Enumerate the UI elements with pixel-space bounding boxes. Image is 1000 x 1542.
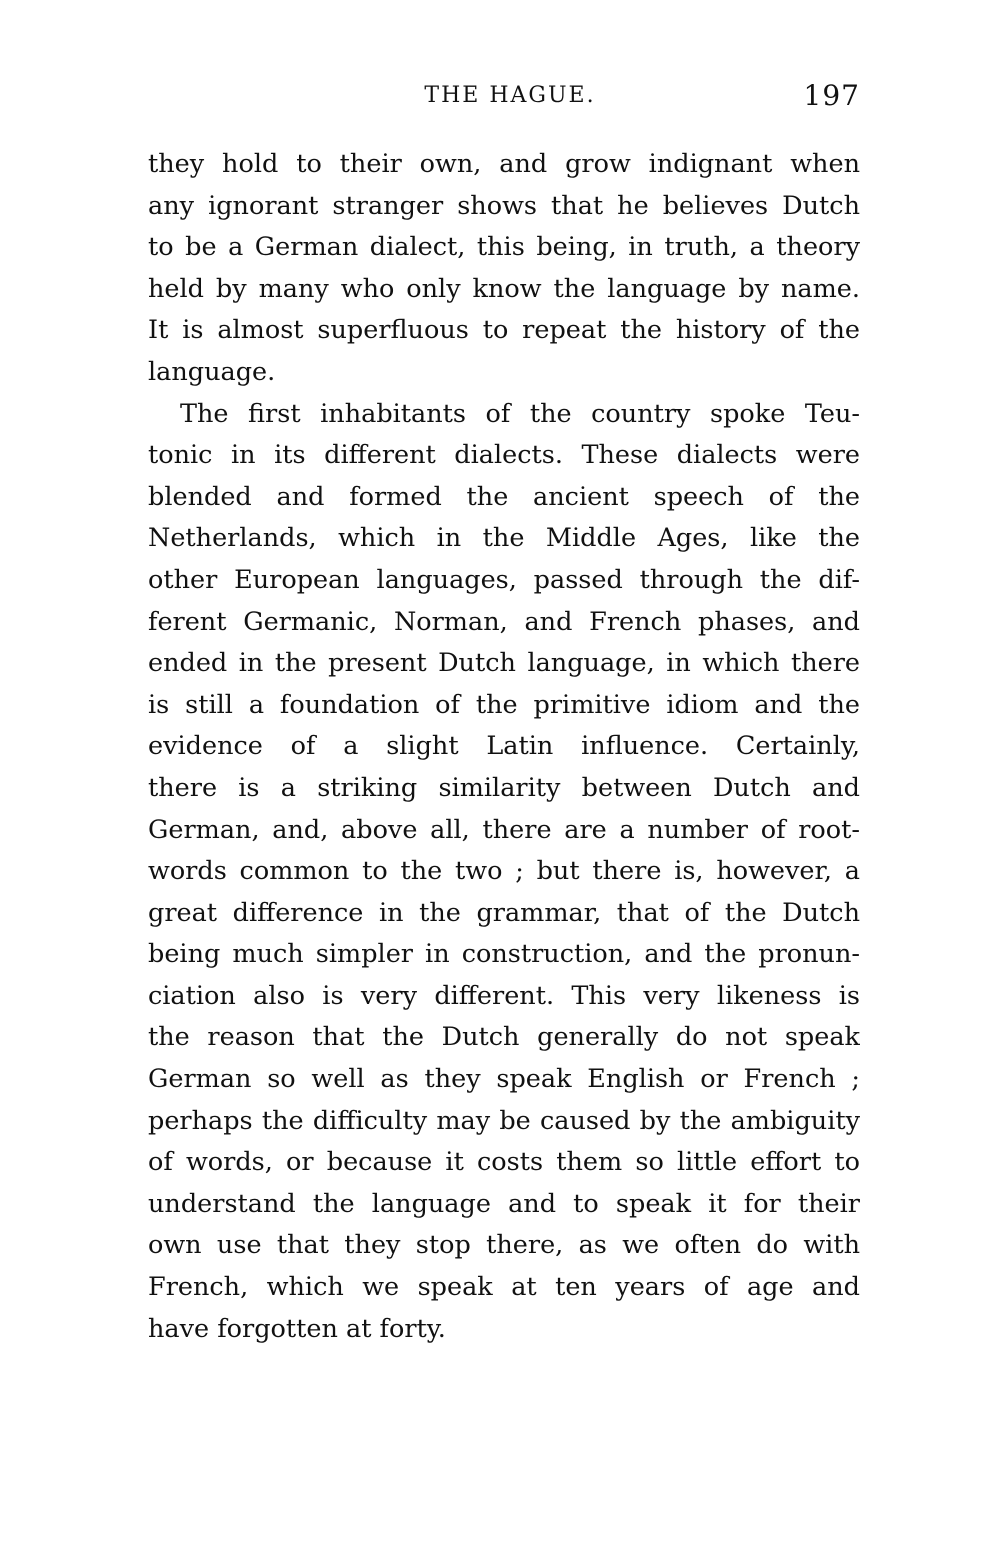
text-line: Netherlands, which in the Middle Ages, like the [148, 523, 860, 554]
text-line: own use that they stop there, as we often do with [148, 1230, 860, 1261]
text-line: great difference in the grammar, that of the Dutch [148, 897, 860, 928]
running-head [148, 76, 860, 120]
text-line: evidence of a slight Latin influence. Certainly, [148, 731, 860, 762]
text-line: they hold to their own, and grow indignant when [148, 149, 860, 179]
text-line: is still a foundation of the primitive idiom and the [148, 689, 860, 720]
paragraph [148, 394, 860, 1351]
text-line: other European languages, passed through the dif- [148, 564, 860, 595]
running-title: THE HAGUE. [424, 83, 596, 108]
text-line: to be a German dialect, this being, in truth, a theory [148, 232, 860, 263]
text-line: ciation also is very different. This very likeness is [148, 980, 860, 1011]
text-line: It is almost superfluous to repeat the history of the [148, 315, 860, 346]
text-line: German, and, above all, there are a number of root- [148, 814, 860, 845]
text-line: any ignorant stranger shows that he believes Dutch [148, 190, 860, 221]
text-line: understand the language and to speak it for their [148, 1188, 860, 1219]
text-line: there is a striking similarity between Dutch and [148, 772, 860, 803]
text-line: blended and formed the ancient speech of the [148, 481, 860, 512]
text-line: ferent Germanic, Norman, and French phases, and [148, 606, 860, 637]
text-line: German so well as they speak English or French ; [148, 1064, 860, 1095]
text-line: tonic in its different dialects. These dialects were [148, 440, 860, 471]
text-line: French, which we speak at ten years of age and [148, 1272, 860, 1303]
text-line: ended in the present Dutch language, in which there [148, 648, 860, 679]
text-line: perhaps the difficulty may be caused by the ambiguity [148, 1105, 860, 1136]
text-line: being much simpler in construction, and the pronun- [148, 939, 860, 970]
text-line: The first inhabitants of the country spoke Teu- [180, 398, 860, 429]
body-text [148, 144, 860, 1350]
text-line: words common to the two ; but there is, however, a [148, 856, 860, 887]
text-line: of words, or because it costs them so little effort to [148, 1147, 860, 1178]
text-line: have forgotten at forty. [148, 1313, 446, 1344]
paragraph [148, 144, 860, 394]
text-line: held by many who only know the language by name. [148, 273, 860, 304]
text-line: the reason that the Dutch generally do not speak [148, 1022, 860, 1053]
text-line: language. [148, 356, 276, 387]
page-number: 197 [803, 79, 860, 112]
